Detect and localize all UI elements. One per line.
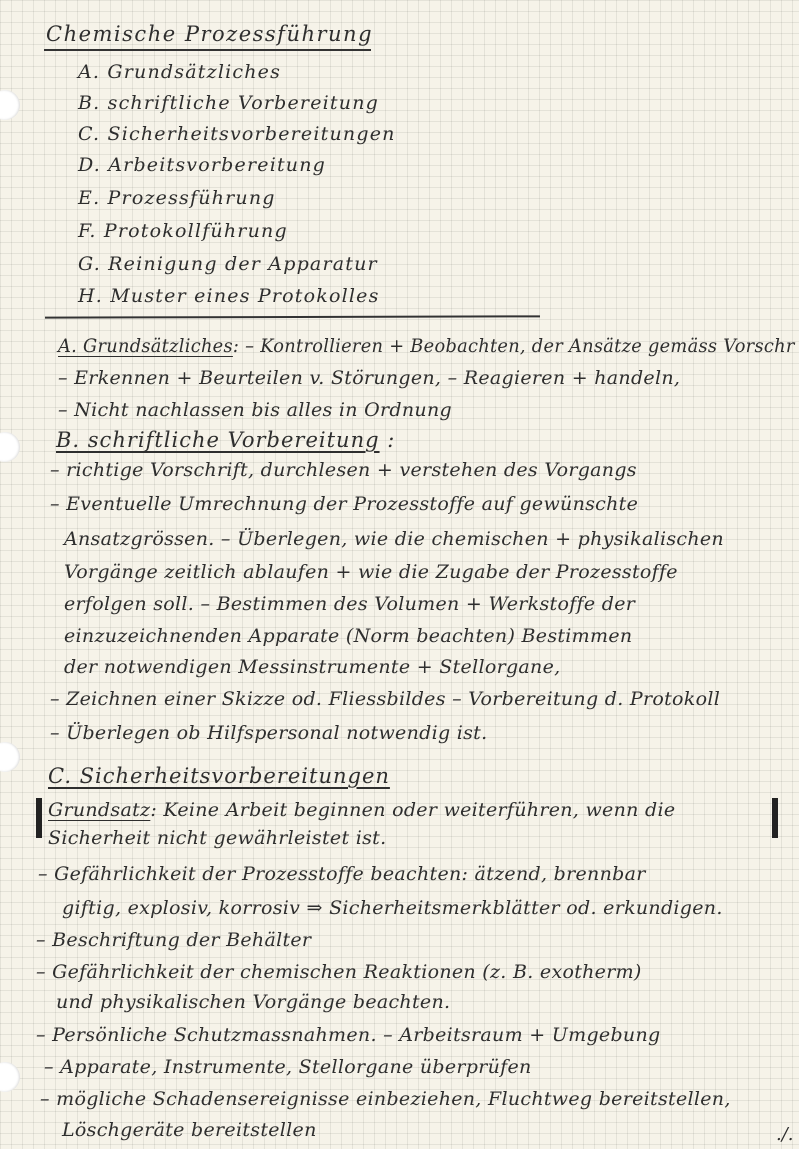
section-b-line: – Überlegen ob Hilfspersonal notwendig ist. <box>50 722 488 744</box>
section-c-line: giftig, explosiv, korrosiv ⇒ Sicherheitsmerkblätter od. erkundigen. <box>62 897 723 919</box>
section-a-line <box>58 334 795 358</box>
section-c-line: – Apparate, Instrumente, Stellorgane überprüfen <box>44 1056 532 1078</box>
toc-item: B. schriftliche Vorbereitung <box>78 92 379 114</box>
toc-item: E. Prozessführung <box>78 187 276 209</box>
principle-marker-left <box>36 798 42 838</box>
section-b-line: erfolgen soll. – Bestimmen des Volumen + Werkstoffe der <box>64 593 636 615</box>
section-c-line: – Persönliche Schutzmassnahmen. – Arbeitsraum + Umgebung <box>36 1024 661 1046</box>
punch-hole <box>0 90 20 120</box>
punch-hole <box>0 432 20 462</box>
principle-label: Grundsatz <box>48 799 151 821</box>
section-b-heading: B. schriftliche Vorbereitung <box>56 428 380 452</box>
section-c-line: und physikalischen Vorgänge beachten. <box>56 991 451 1013</box>
section-b-line: – Eventuelle Umrechnung der Prozesstoffe auf gewünschte <box>50 493 639 515</box>
toc-item: A. Grundsätzliches <box>78 61 282 83</box>
toc-item: G. Reinigung der Apparatur <box>78 253 378 275</box>
section-b-line: – Zeichnen einer Skizze od. Fliessbildes – Vorbereitung d. Protokoll <box>50 688 721 710</box>
section-b-line: Ansatzgrössen. – Überlegen, wie die chemischen + physikalischen <box>64 528 724 550</box>
toc-item: C. Sicherheitsvorbereitungen <box>78 123 396 145</box>
section-b-heading-suffix: : <box>379 428 396 452</box>
toc-item: D. Arbeitsvorbereitung <box>78 154 327 176</box>
punch-hole <box>0 742 20 772</box>
toc-item: F. Protokollführung <box>78 220 288 242</box>
principle-line: Sicherheit nicht gewährleistet ist. <box>48 827 387 849</box>
section-c-line: – Beschriftung der Behälter <box>36 929 312 951</box>
section-c-line: – Gefährlichkeit der chemischen Reaktionen (z. B. exotherm) <box>36 961 642 983</box>
page-continuation-mark: ./. <box>776 1124 794 1145</box>
punch-hole <box>0 1062 20 1092</box>
principle-marker-right <box>772 798 778 838</box>
toc-item: H. Muster eines Protokolles <box>78 285 380 307</box>
section-b-heading-line <box>56 428 395 452</box>
principle-line <box>48 798 675 822</box>
section-a-line: – Erkennen + Beurteilen v. Störungen, – Reagieren + handeln, <box>58 367 681 389</box>
section-c-line: – mögliche Schadensereignisse einbeziehen, Fluchtweg bereitstellen, <box>40 1088 731 1110</box>
section-c-line: Löschgeräte bereitstellen <box>62 1119 317 1141</box>
section-divider <box>45 315 540 318</box>
section-b-line: der notwendigen Messinstrumente + Stellorgane, <box>64 656 561 678</box>
section-a-heading: A. Grundsätzliches <box>58 335 233 357</box>
section-a-text: : – Kontrollieren + Beobachten, der Ansätze gemäss Vorschr <box>232 335 795 357</box>
section-c-heading <box>48 764 390 788</box>
section-b-line: – richtige Vorschrift, durchlesen + verstehen des Vorgangs <box>50 459 637 481</box>
section-b-line: Vorgänge zeitlich ablaufen + wie die Zugabe der Prozesstoffe <box>64 561 678 583</box>
section-b-line: einzuzeichnenden Apparate (Norm beachten) Bestimmen <box>64 625 633 647</box>
page-title: Chemische Prozessführung <box>46 22 374 46</box>
section-a-line: – Nicht nachlassen bis alles in Ordnung <box>58 399 452 421</box>
section-c-heading-text: C. Sicherheitsvorbereitungen <box>48 764 390 788</box>
principle-text: : Keine Arbeit beginnen oder weiterführen, wenn die <box>150 799 676 821</box>
section-c-line: – Gefährlichkeit der Prozesstoffe beachten: ätzend, brennbar <box>38 863 646 885</box>
title-underline <box>44 49 371 51</box>
